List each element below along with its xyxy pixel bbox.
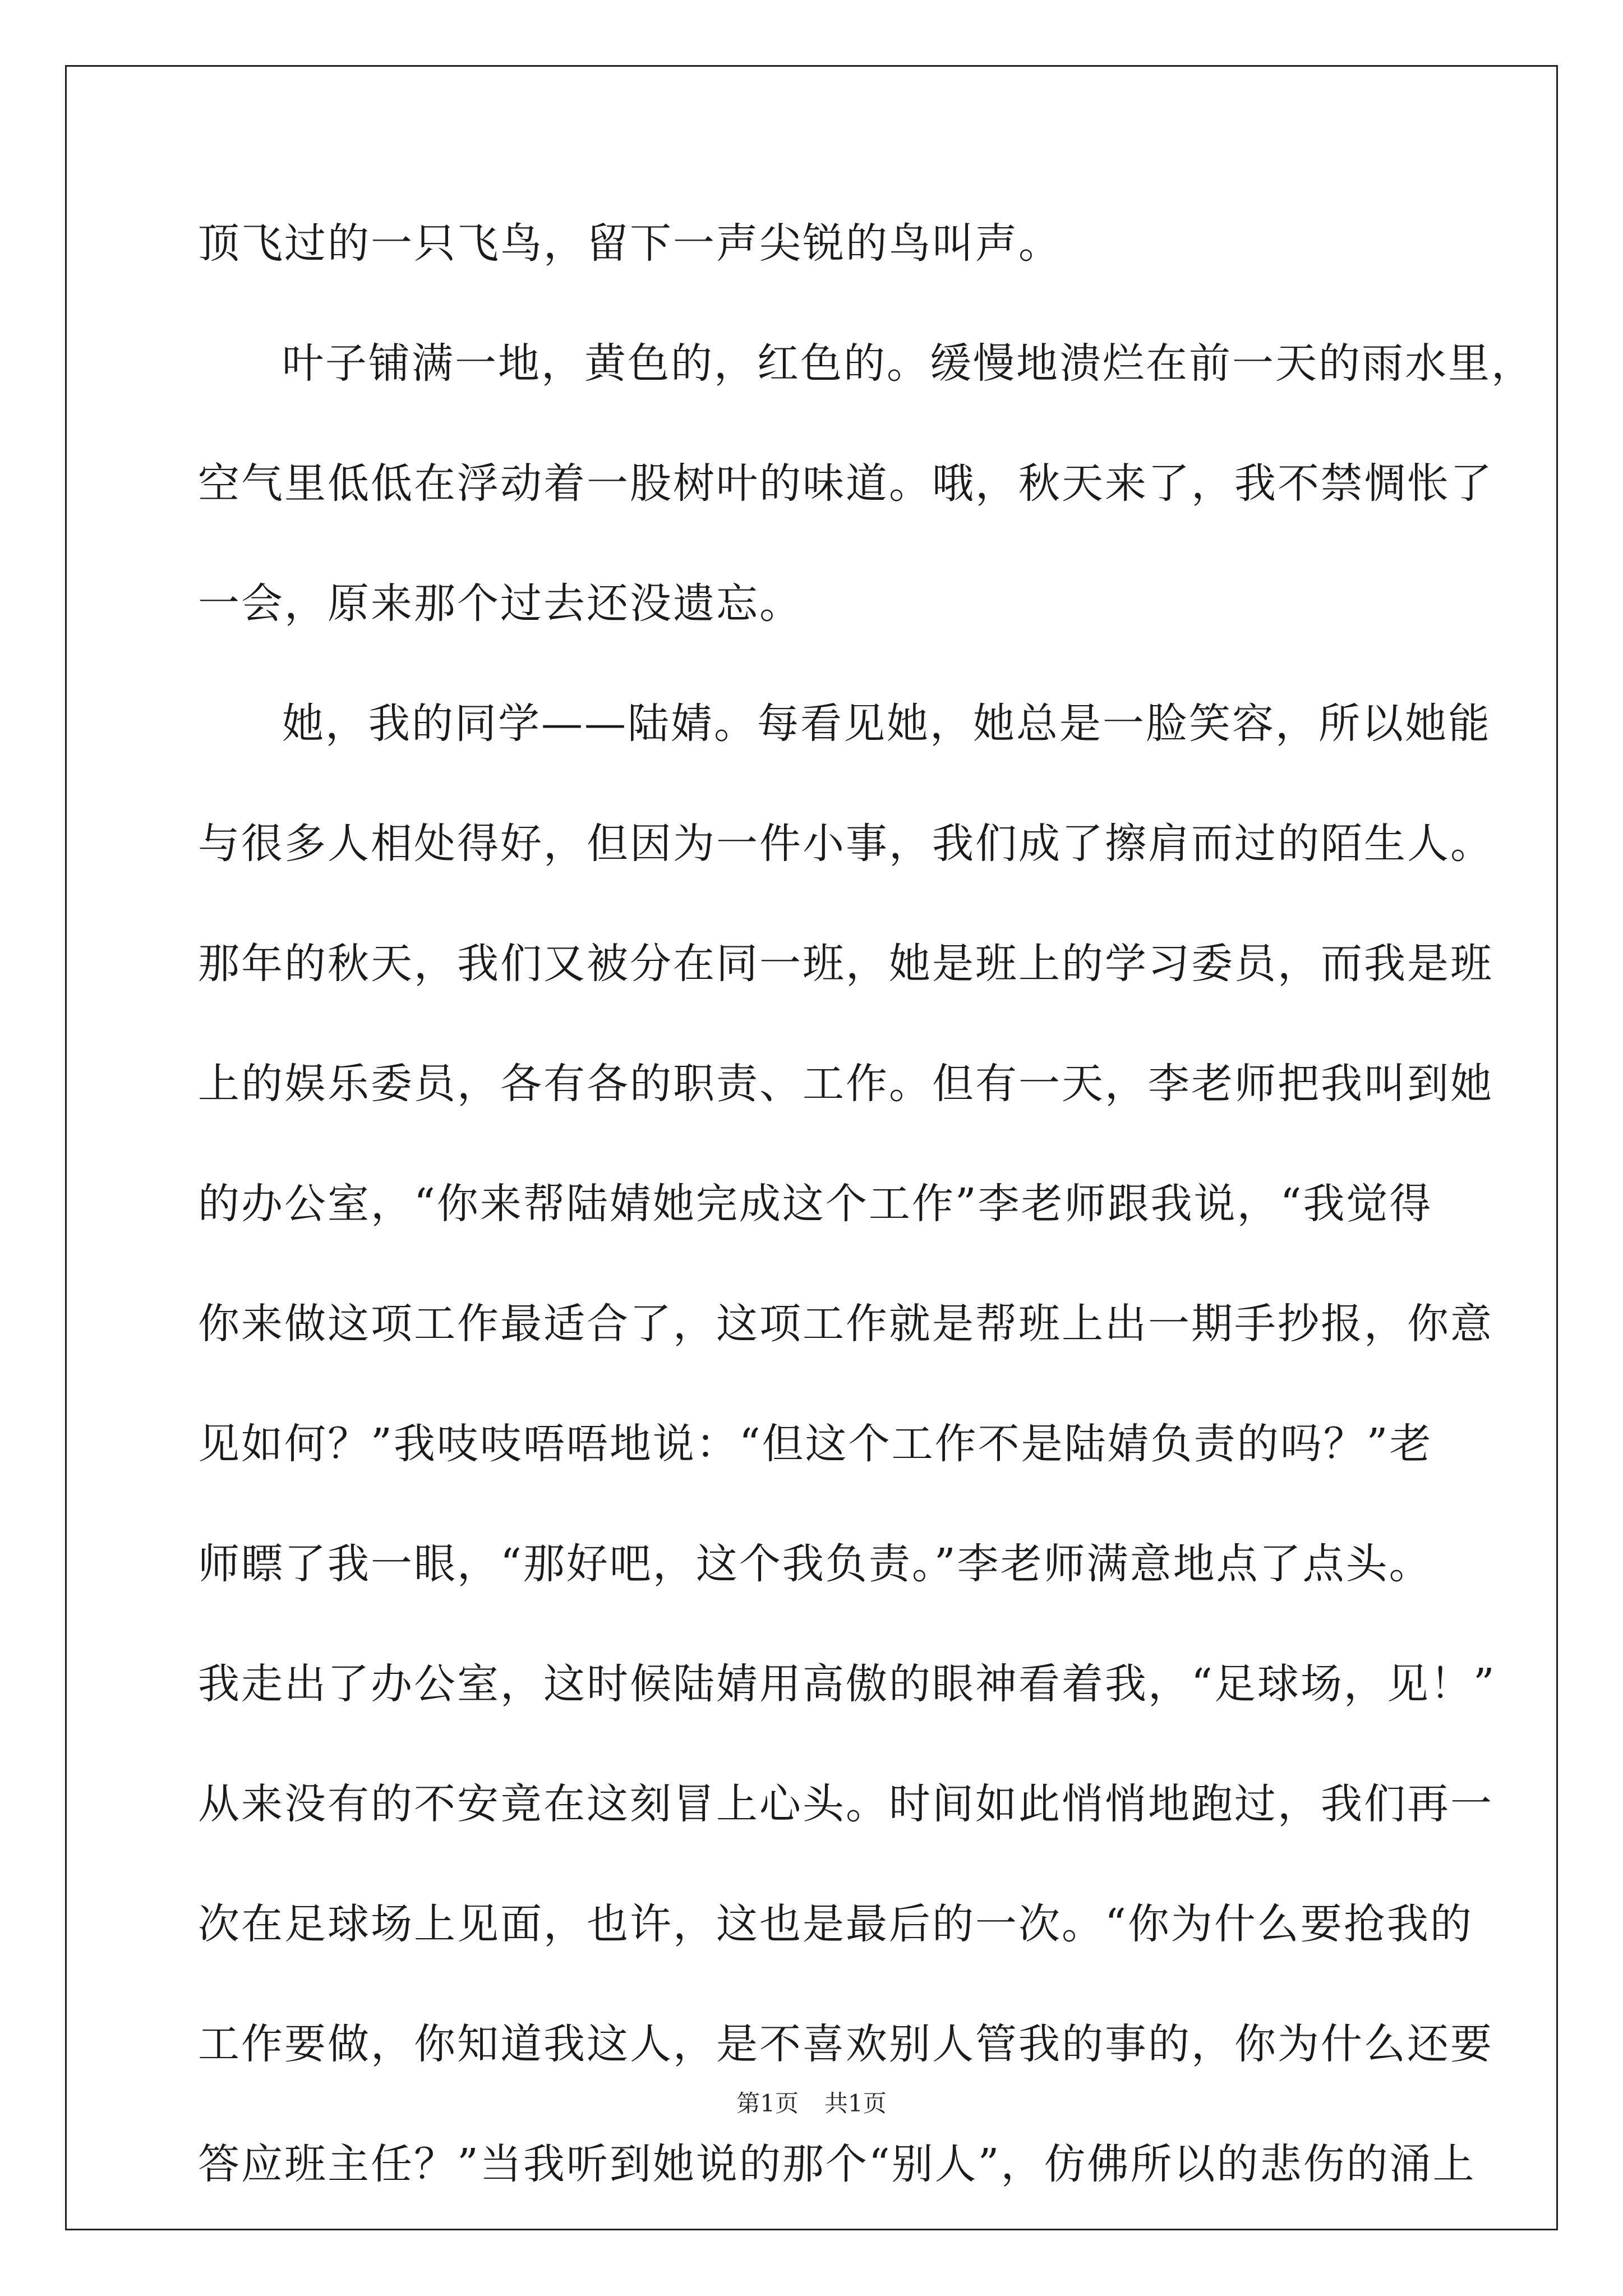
text-line: 我走出了办公室，这时候陆婧用高傲的眼神看着我，“足球场，见！” (198, 1660, 1496, 1708)
page-number-current: 第1页 (736, 2090, 799, 2117)
text-line: 空气里低低在浮动着一股树叶的味道。哦，秋天来了，我不禁惆怅了 (198, 459, 1493, 508)
text-line: 与很多人相处得好，但因为一件小事，我们成了擦肩而过的陌生人。 (198, 820, 1493, 868)
text-line: 工作要做，你知道我这人，是不喜欢别人管我的事的，你为什么还要 (198, 2020, 1493, 2068)
text-line: 见如何？”我吱吱唔唔地说：“但这个工作不是陆婧负责的吗？”老 (198, 1420, 1433, 1468)
text-line: 师瞟了我一眼，“那好吧，这个我负责。”李老师满意地点了点头。 (198, 1540, 1432, 1588)
page-footer (0, 2087, 1623, 2120)
text-line: 次在足球场上见面，也许，这也是最后的一次。“你为什么要抢我的 (198, 1900, 1473, 1948)
text-line: 的办公室，“你来帮陆婧她完成这个工作”李老师跟我说，“我觉得 (198, 1180, 1433, 1228)
page-number-total: 共1页 (824, 2090, 887, 2117)
document-body (198, 210, 1534, 2251)
text-line: 从来没有的不安竟在这刻冒上心头。时间如此悄悄地跑过，我们再一 (198, 1780, 1493, 1828)
text-line: 她，我的同学——陆婧。每看见她，她总是一脸笑容，所以她能 (282, 700, 1491, 748)
text-line: 顶飞过的一只飞鸟，留下一声尖锐的鸟叫声。 (198, 219, 1062, 268)
text-line: 一会，原来那个过去还没遗忘。 (198, 579, 803, 628)
text-line: 答应班主任？”当我听到她说的那个“别人”，仿佛所以的悲伤的涌上 (198, 2140, 1476, 2188)
text-line: 叶子铺满一地，黄色的，红色的。缓慢地溃烂在前一天的雨水里， (282, 339, 1534, 388)
text-line: 上的娱乐委员，各有各的职责、工作。但有一天，李老师把我叫到她 (198, 1060, 1493, 1108)
text-line: 你来做这项工作最适合了，这项工作就是帮班上出一期手抄报，你意 (198, 1300, 1493, 1348)
text-line: 那年的秋天，我们又被分在同一班，她是班上的学习委员，而我是班 (198, 940, 1493, 988)
